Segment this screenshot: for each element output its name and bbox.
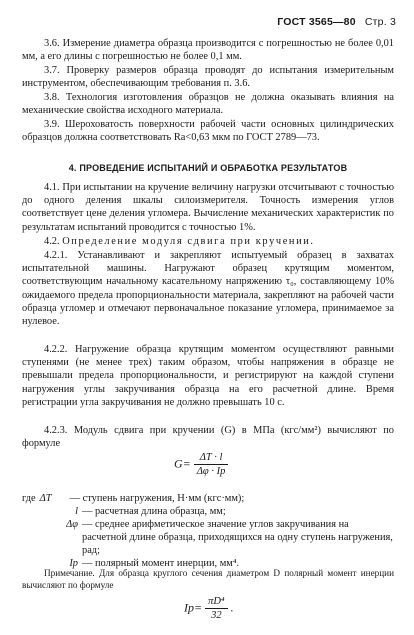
definition-text: — расчетная длина образца, мм; <box>82 506 226 517</box>
formula-1-denominator: Δφ · Ip <box>196 466 226 477</box>
definition-symbol: Δφ <box>66 519 78 530</box>
paragraph-4-2-2: 4.2.2. Нагружение образца крутящим моментом осуществляют равными ступенями (не менее трех) таким образом, чтобы напряжения в образце не превышали предела пропорциональности, и регистрируют на каждой ступени нагружения углы закручивания образца на его расчетной длине. Время регистрации угла закручивания не должно превышать 10 с. <box>22 344 394 408</box>
paragraph-3-8: 3.8. Технология изготовления образцов не должна оказывать влияния на механические свойства исходного материала. <box>22 92 394 117</box>
formula-1-fraction <box>194 452 229 477</box>
page-number: Стр. 3 <box>364 16 396 28</box>
definition-text: — ступень нагружения, Н·мм (кгс·мм); <box>69 493 245 504</box>
paragraph-3-7: 3.7. Проверку размеров образца проводят до испытания измерительным инструментом, обеспечивающим требования п. 3.6. <box>22 65 394 90</box>
definition-row <box>22 492 394 505</box>
paragraph-4-2 <box>22 235 394 248</box>
gost-number: ГОСТ 3565—80 <box>277 16 356 28</box>
paragraph-4-1: 4.1. При испытании на кручение величину нагрузки отсчитывают с точностью до одного деления шкалы силоизмерителя. Точность измерения углов соответствует цене деления угломера. Вычисление механических характеристик по результатам испытаний проводится с точностью 1%. <box>22 182 394 233</box>
paragraph-4-2-1: 4.2.1. Устанавливают и закрепляют испытуемый образец в захватах испытательной машины. Нагружают образец крутящим моментом, соответствующим начальному касательному напряжению τ₀, составляющему 10% ожидаемого предела пропорциональности материала, закрепляют на рабочей части образца угломер и отмечают первоначальное показание угломера, принимаемое за нулевое. <box>22 250 394 328</box>
definition-symbol: l <box>75 506 78 517</box>
formula-1-lhs: G= <box>174 456 191 471</box>
definition-symbol: ΔT <box>39 493 52 504</box>
formula-2-fraction <box>205 596 228 621</box>
page-header <box>271 16 396 28</box>
note-polar-moment: Примечание. Для образца круглого сечения диаметром D полярный момент инерции вычисляют по формуле <box>22 568 394 590</box>
where-label: где <box>22 493 36 504</box>
definitions-list <box>22 492 394 570</box>
definition-row <box>22 505 394 518</box>
formula-shear-modulus <box>174 452 228 477</box>
formula-polar-moment <box>184 596 234 621</box>
paragraph-4-2-3: 4.2.3. Модуль сдвига при кручении (G) в МПа (кгс/мм²) вычисляют по формуле <box>22 425 394 450</box>
formula-2-lhs: Ip= <box>184 600 203 615</box>
formula-2-denominator: 32 <box>211 610 222 621</box>
formula-2-numerator: πD⁴ <box>205 596 228 609</box>
paragraph-3-9: 3.9. Шероховатость поверхности рабочей части основных цилиндрических образцов должна соответствовать Ra<0,63 мкм по ГОСТ 2789—73. <box>22 119 394 144</box>
paragraph-3-6: 3.6. Измерение диаметра образца производится с погрешностью не более 0,01 мм, а его длины с погрешностью не более 0,1 мм. <box>22 38 394 63</box>
paragraph-4-2-title: Определение модуля сдвига при кручении. <box>62 236 315 247</box>
paragraph-4-2-number: 4.2. <box>44 236 60 247</box>
definition-row <box>22 518 394 557</box>
definition-text: — полярный момент инерции, мм⁴. <box>82 558 240 569</box>
section-4-title: 4. ПРОВЕДЕНИЕ ИСПЫТАНИЙ И ОБРАБОТКА РЕЗУЛЬТАТОВ <box>68 163 348 173</box>
formula-1-numerator: ΔT · l <box>194 452 229 465</box>
definition-symbol: Ip <box>69 558 78 569</box>
formula-2-tail: . <box>230 600 234 615</box>
definition-text: — среднее арифметическое значение углов закручивания на расчетной длине образца, приходящихся на одну ступень нагружения, рад; <box>82 519 393 556</box>
